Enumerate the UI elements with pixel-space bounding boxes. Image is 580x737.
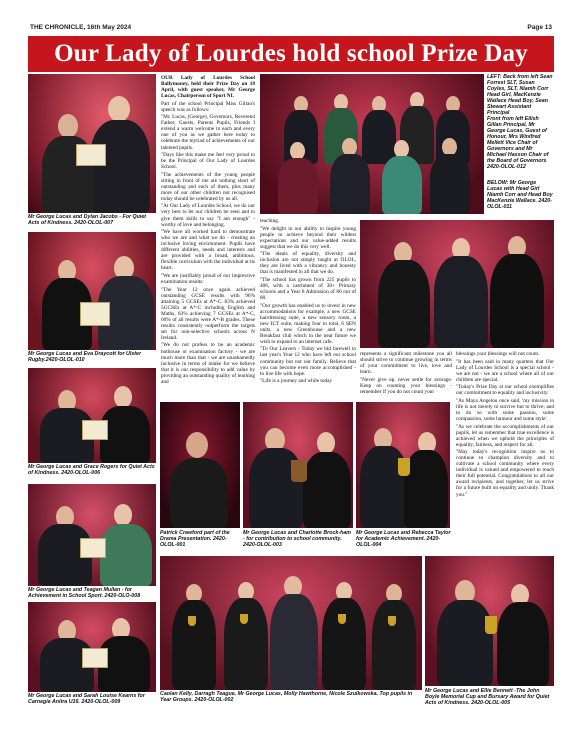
headline-banner (28, 36, 554, 72)
article-paragraph: "The achievements of the young people sitting in front of me are nothing short of outstanding and each of them, plus many more of our other children not recognised today should be celebrated by us all. (161, 171, 255, 202)
article-paragraph: "As we celebrate the accomplishments of our pupils, let us remember that true excellence is achieved when we uphold the principles of equality, fairness, and respect for all. (456, 423, 554, 448)
photo-top-pupils (160, 556, 422, 690)
article-paragraph: "To Our Leavers - Today we bid farewell to last year's Year 12 who have left our school community but not our family. Believe that you can become even more accomplished - to live life with hope. (260, 346, 356, 377)
article-paragraph: blessings your blessings will not count. (456, 351, 540, 357)
caption-grace-rogers: Mr George Lucas and Grace Rogers for Quiet Acts of Kindness. 2420-OLOL-006 (28, 464, 155, 476)
article-paragraph: "Life is a journey and while today (260, 378, 333, 385)
caption-below: BELOW: Mr George Lucas with Head Girl Niamh Corr and Head Boy MacKenzie Wallace. 2420-OLOL-011 (487, 180, 553, 210)
article-paragraph: "May today's recognition inspire us to continue to champion diversity and to cultivate a school community where every individual is valued and empowered to reach their full potential. Congratulations to all our award recipients, and together, let us strive for a future built on equality and unity. Thank you." (456, 449, 554, 498)
article-paragraph: "We are justifiably proud of our impressive examination results: (161, 272, 255, 285)
photo-teagan-mullan (28, 484, 156, 586)
caption-sarah-kearns: Mr George Lucas and Sarah Louise Kearns for Carnegie Anitra U16. 2420-OLOL-009 (28, 693, 145, 705)
photo-head-girl-boy (360, 220, 554, 348)
article-paragraph: "At Our Lady of Lourdes School, we do our very best to let our children be seen and to give them skills to say "I am enough" - worthy of love and belonging. (161, 203, 255, 228)
photo-grace-rogers (28, 368, 156, 463)
caption-rebecca-taylor: Mr George Lucas and Rebecca Taylor for Academic Achievement. 2420-OLOL-004 (356, 530, 451, 548)
article-paragraph: "The ideals of equality, diversity and inclusion are not simply taught at OLOL, they are lived with a vibrancy and honesty that is manifested in all that we do. (260, 251, 356, 276)
article-paragraph: "Today's Prize Day at our school exemplifies our commitment to equality and inclusivity. (456, 384, 554, 397)
caption-charlotte-brockham: Mr George Lucas and Charlotte Brock-ham - for contribution to school community. 2420-OLOL-003 (243, 530, 352, 548)
caption-ellie-bennett: Mr George Lucas and Ellie Bennett -The John Boyle Memorial Cup and Bursary Award for Quiet Acts of Kindness. 2420-OLOL-005 (425, 688, 550, 706)
article-paragraph: "The school has grown from 225 pupils to 406, with a catchment of 30+ Primary schools and a Year 8 Admission of 80 out of 80. (260, 276, 356, 302)
photo-ellie-bennett (425, 556, 554, 686)
article-paragraph: "As Maya Angelou once said, 'my mission in life is not merely to survive but to thrive; and to do so with some passion, some compassion, some humour and some style'. (456, 397, 554, 422)
article-paragraph: "We delight in our ability to inspire young people to achieve beyond their wildest expectations and our value-added results suggest that we do this very well. (260, 225, 356, 250)
article-paragraph: teaching. (260, 218, 280, 224)
photo-sarah-kearns (28, 602, 156, 692)
article-lead: OUR Lady of Lourdes School Ballymoney, held their Prize Day on 18 April, with guest speaker, Mr George Lucas, Chairperson of Sport NI. (161, 75, 255, 100)
article-paragraph: "Days like this make me feel very proud to be the Principal of Our Lady of Lourdes School. (161, 152, 255, 171)
photo-charlotte-brockham (243, 402, 353, 528)
headline: Our Lady of Lourdes hold school Prize Day (54, 40, 528, 67)
photo-dylan-jacobs (28, 74, 156, 213)
caption-patrick-crawford: Patrick Crawford part of the Drama Presentation. 2420-OLOL-001 (160, 530, 230, 548)
publication-date: THE CHRONICLE, 16th May 2024 (30, 24, 132, 31)
article-column-4 (456, 351, 554, 541)
article-paragraph: "Our growth has enabled us to invest in new accommodations for example, a new GCSE hairdressing suite, a new sensory room, a new ICT suite, making four in total, 6 SEN units, a new Greenhouse and a new Breakfast club which in the near future we wish to expand to an internet cafe. (260, 302, 356, 345)
article-paragraph: "We do not profess to be an academic hothouse or examination factory - we are much more than that - we are unashamedly inclusive in terms of intake for we believe that it is our responsibility to add value by providing an outstanding quality of learning and (161, 342, 255, 385)
page-header (30, 24, 552, 34)
caption-eva-draycott: Mr George Lucas and Eva Draycott for Ulster Rugby.2420-OLOL-010 (28, 351, 142, 363)
photo-rebecca-taylor (356, 402, 450, 528)
photo-eva-draycott (28, 232, 156, 350)
article-column-3 (360, 351, 452, 397)
caption-top-pupils: Caolan Kelly, Darragh Teague, Mr George Lucas, Molly Hawthorne, Nicole Szulkowska. Top pupils in Year Groups. 2420-OLOL-002 (160, 691, 413, 703)
article-paragraph: "Mr. Lucas, (George), Governors, Reverend Father, Guests, Parents Pupils, Friends I extend a warm welcome to each and every one of you as we gather here today to celebrate the myriad of achievements of our talented pupils. (161, 114, 255, 151)
photo-group-governors (260, 74, 484, 214)
page-number: Page 13 (527, 24, 552, 31)
article-paragraph: "The Year 12 once again achieved outstanding GCSE results with 96% attaining 5 GCSEs at A*-C. 83% achieved 5GCSEs at A*-C including English and Maths, 83% achieving 7 GCSEs at A*-C, 60% of all results were A*-B grades. These results consistently outperform the targets set for non-selective schools across N Ireland. (161, 286, 255, 341)
article-paragraph: "We have all worked hard to demonstrate who we are and what we do - creating an inclusive loving environment. Pupils have different abilities, needs and interests and are provided with a broad, ambitious, flexible curriculum with the individual at its heart. (161, 229, 255, 272)
article-paragraph: "Never give up, never settle for average. Keep on counting your blessings - remember if you do not count your (360, 376, 452, 395)
caption-dylan-jacobs: Mr George Lucas and Dylan Jacobs - For Quiet Acts of Kindness. 2420-OLOL-007 (28, 214, 147, 226)
photo-patrick-crawford (160, 402, 240, 528)
caption-teagan-mullan: Mr George Lucas and Teagan Mullan - for Achievement in School Sport. 2420-OLO-008 (28, 587, 141, 599)
article-paragraph: Part of the school Principal Miss Gillan's speech was as follows: (161, 100, 255, 113)
caption-group-left: LEFT: Back from left Sean Forrest SLT, Susan Coyles, SLT, Niamh Corr Head Girl, MacKenzie Wallace Head Boy, Sean Stewart Assistant Principal Front from left Eilish Gillan Principal, Mr George Lucas, Guest of Honour, Mrs Winifred Mellett Vice Chair of Governors and Mr Michael Hasson Chair of the Board of Governors 2420-OLOL-012 (487, 74, 553, 170)
article-paragraph: represents a significant milestone you all should strive to continue growing in terms of your commitment to live, love and learn. (360, 351, 452, 376)
article-paragraph: "It has been said in many quarters that Our Lady of Lourdes School is a special school - we are not - we are a school where all of our children are special. (456, 358, 554, 383)
